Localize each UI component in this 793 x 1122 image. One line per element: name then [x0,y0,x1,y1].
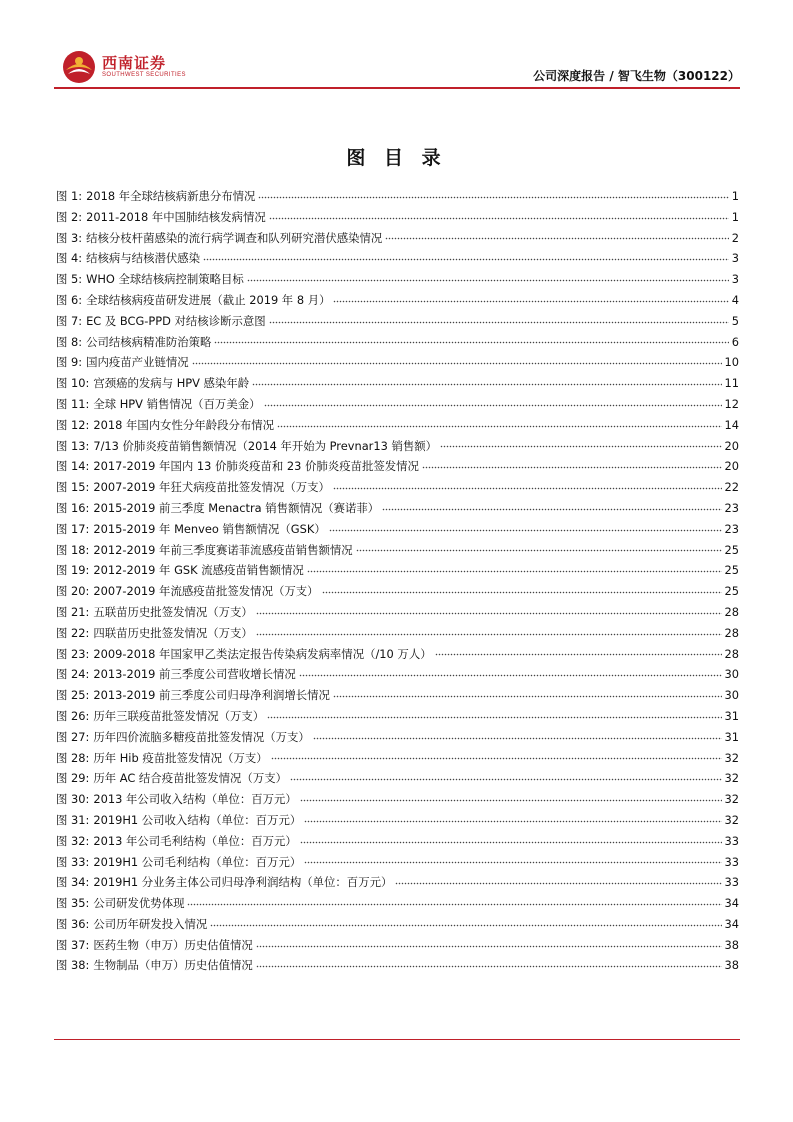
toc-entry-title: EC 及 BCG-PPD 对结核诊断示意图 [86,313,266,328]
toc-entry[interactable] [56,394,739,415]
toc-leader-dots [264,400,722,409]
toc-entry-title: 公司结核病精准防治策略 [86,334,212,349]
toc-entry[interactable] [56,706,739,727]
toc-entry[interactable] [56,955,739,976]
toc-entry-title: 2018 年国内女性分年龄段分布情况 [93,417,275,432]
toc-entry[interactable] [56,456,739,477]
toc-entry-page: 32 [724,771,739,786]
toc-entry-number: 图 13: [56,438,90,453]
toc-entry-title: 2009-2018 年国家甲乙类法定报告传染病发病率情况（/10 万人） [93,646,432,661]
toc-entry-title: 历年四价流脑多糖疫苗批签发情况（万支） [93,729,310,744]
toc-leader-dots [382,504,721,513]
toc-entry[interactable] [56,852,739,873]
toc-entry-title: 历年三联疫苗批签发情况（万支） [93,708,265,723]
toc-entry[interactable] [56,519,739,540]
toc-entry-title: 2011-2018 年中国肺结核发病情况 [86,209,266,224]
toc-entry-number: 图 27: [56,729,90,744]
toc-entry-title: 2012-2019 年前三季度赛诺菲流感疫苗销售额情况 [93,542,353,557]
toc-entry-page: 10 [724,355,739,370]
toc-entry[interactable] [56,248,739,269]
toc-entry-title: 2012-2019 年 GSK 流感疫苗销售额情况 [93,563,304,578]
toc-leader-dots [307,566,722,575]
toc-leader-dots [385,233,728,242]
toc-entry-title: 7/13 价肺炎疫苗销售额情况（2014 年开始为 Prevnar13 销售额） [93,438,438,453]
toc-entry[interactable] [56,872,739,893]
toc-entry-number: 图 5: [56,272,83,287]
toc-entry-number: 图 15: [56,480,90,495]
toc-entry[interactable] [56,560,739,581]
report-type-label: 公司深度报告 / 智飞生物（300122） [533,69,740,83]
header-divider [54,87,740,89]
toc-entry-page: 23 [724,500,739,515]
toc-entry-title: 2017-2019 年国内 13 价肺炎疫苗和 23 价肺炎疫苗批签发情况 [93,459,419,474]
toc-entry-number: 图 34: [56,875,90,890]
toc-entry-number: 图 10: [56,376,90,391]
toc-entry-number: 图 35: [56,896,90,911]
toc-leader-dots [300,837,722,846]
toc-entry-title: 医药生物（申万）历史估值情况 [93,937,253,952]
toc-entry-page: 31 [724,708,739,723]
toc-entry[interactable] [56,415,739,436]
toc-leader-dots [277,421,721,430]
toc-leader-dots [299,670,722,679]
toc-entry[interactable] [56,893,739,914]
toc-entry[interactable] [56,290,739,311]
toc-entry-title: 2019H1 公司收入结构（单位：百万元） [93,812,302,827]
toc-entry-page: 12 [724,396,739,411]
toc-entry-page: 38 [724,958,739,973]
toc-title: 图 目 录 [346,147,447,169]
toc-entry-number: 图 1: [56,189,83,203]
toc-leader-dots [440,441,721,450]
toc-entry[interactable] [56,269,739,290]
toc-entry-title: 四联苗历史批签发情况（万支） [93,625,253,640]
toc-leader-dots [313,733,722,742]
toc-entry[interactable] [56,623,739,644]
toc-entry[interactable] [56,498,739,519]
toc-entry-title: 2015-2019 年 Menveo 销售额情况（GSK） [93,521,326,536]
toc-entry[interactable] [56,207,739,228]
toc-leader-dots [435,649,722,658]
toc-entry[interactable] [56,602,739,623]
toc-leader-dots [247,275,729,284]
toc-entry-number: 图 33: [56,854,90,869]
toc-leader-dots [269,317,729,326]
toc-entry-title: 全球结核病疫苗研发进展（截止 2019 年 8 月） [86,292,331,307]
toc-entry-number: 图 25: [56,688,90,703]
toc-leader-dots [256,941,722,950]
toc-leader-dots [300,795,722,804]
toc-entry-title: 国内疫苗产业链情况 [86,355,189,370]
toc-entry-page: 25 [724,542,739,557]
toc-entry-number: 图 22: [56,625,90,640]
toc-entry-number: 图 18: [56,542,90,557]
toc-leader-dots [256,629,722,638]
toc-entry-page: 4 [731,292,739,307]
toc-entry-page: 1 [731,209,739,224]
toc-entry-number: 图 38: [56,958,90,973]
toc-entry-number: 图 16: [56,500,90,515]
toc-entry-title: 历年 Hib 疫苗批签发情况（万支） [93,750,268,765]
toc-entry-title: 公司研发优势体现 [93,896,185,911]
toc-entry-title: 2015-2019 前三季度 Menactra 销售额情况（赛诺菲） [93,500,380,515]
toc-entry-number: 图 14: [56,459,90,474]
toc-entry[interactable] [56,186,739,207]
toc-entry-number: 图 24: [56,667,90,682]
toc-entry-title: 宫颈癌的发病与 HPV 感染年龄 [93,376,250,391]
toc-leader-dots [333,296,728,305]
toc-leader-dots [256,608,722,617]
toc-entry-title: 2019H1 公司毛利结构（单位：百万元） [93,854,302,869]
toc-leader-dots [267,712,721,721]
toc-leader-dots [187,899,721,908]
toc-entry-number: 图 7: [56,313,83,328]
toc-entry[interactable] [56,540,739,561]
toc-entry-page: 25 [724,584,739,599]
toc-entry-page: 33 [724,854,739,869]
toc-entry-title: 2013 年公司收入结构（单位：百万元） [93,792,297,807]
toc-entry-title: 五联苗历史批签发情况（万支） [93,604,253,619]
toc-entry-title: 2007-2019 年狂犬病疫苗批签发情况（万支） [93,480,330,495]
toc-entry-number: 图 37: [56,937,90,952]
toc-leader-dots [333,483,722,492]
toc-entry-title: 历年 AC 结合疫苗批签发情况（万支） [93,771,287,786]
toc-entry[interactable] [56,228,739,249]
toc-entry-number: 图 12: [56,417,90,432]
toc-entry-number: 图 19: [56,563,90,578]
toc-entry[interactable] [56,664,739,685]
toc-entry-title: 2007-2019 年流感疫苗批签发情况（万支） [93,584,319,599]
toc-entry-number: 图 20: [56,584,90,599]
logo-english-name: SOUTHWEST SECURITIES [102,72,186,78]
toc-entry-page: 28 [724,604,739,619]
toc-leader-dots [258,192,728,201]
toc-entry-number: 图 26: [56,708,90,723]
toc-leader-dots [395,878,721,887]
logo-chinese-name: 西南证券 [102,54,167,72]
toc-leader-dots [304,857,721,866]
toc-leader-dots [322,587,722,596]
toc-entry[interactable] [56,935,739,956]
toc-entry-page: 5 [731,313,739,328]
toc-entry[interactable] [56,914,739,935]
toc-entry-number: 图 21: [56,604,90,619]
toc-leader-dots [214,337,728,346]
toc-leader-dots [210,920,721,929]
toc-leader-dots [290,774,722,783]
toc-entry-page: 23 [724,521,739,536]
toc-entry[interactable] [56,332,739,353]
toc-entry-number: 图 6: [56,292,83,307]
footer-divider [54,1039,740,1040]
toc-entry-title: 公司历年研发投入情况 [93,916,208,931]
toc-entry-page: 22 [724,480,739,495]
toc-entry-number: 图 23: [56,646,90,661]
toc-leader-dots [192,358,722,367]
toc-entry[interactable] [56,477,739,498]
toc-entry-title: 2013-2019 前三季度公司营收增长情况 [93,667,296,682]
toc-entry-page: 14 [724,417,739,432]
toc-entry-number: 图 28: [56,750,90,765]
toc-leader-dots [256,961,722,970]
toc-entry-page: 20 [724,459,739,474]
toc-entry-page: 3 [731,272,739,287]
toc-leader-dots [329,525,722,534]
toc-entry-number: 图 32: [56,833,90,848]
toc-entry-number: 图 2: [56,209,83,224]
toc-entry-page: 20 [724,438,739,453]
toc-entry-title: 结核病与结核潜伏感染 [86,251,201,266]
toc-entry-page: 32 [724,812,739,827]
toc-entry[interactable] [56,436,739,457]
toc-entry-title: 2013-2019 前三季度公司归母净利润增长情况 [93,688,330,703]
toc-entry-page: 25 [724,563,739,578]
toc-entry-page: 33 [724,875,739,890]
toc-entry-number: 图 36: [56,916,90,931]
toc-leader-dots [271,753,722,762]
toc-entry-title: 结核分枝杆菌感染的流行病学调查和队列研究潜伏感染情况 [86,230,383,245]
toc-entry-number: 图 4: [56,251,83,266]
toc-entry[interactable] [56,685,739,706]
toc-entry[interactable] [56,789,739,810]
toc-entry-number: 图 31: [56,812,90,827]
toc-entry[interactable] [56,831,739,852]
toc-entry[interactable] [56,581,739,602]
toc-entry-number: 图 17: [56,521,90,536]
toc-entry-number: 图 29: [56,771,90,786]
toc-leader-dots [333,691,722,700]
southwest-securities-logo-icon [62,50,96,84]
toc-entry[interactable] [56,727,739,748]
toc-entry-number: 图 3: [56,230,83,245]
toc-entry-page: 28 [724,625,739,640]
toc-entry-page: 38 [724,937,739,952]
toc-entry-page: 32 [724,792,739,807]
toc-entry-page: 34 [724,916,739,931]
page-header [54,40,740,88]
toc-entry-page: 33 [724,833,739,848]
toc-entry-page: 3 [731,251,739,266]
toc-leader-dots [269,213,729,222]
toc-entry-title: WHO 全球结核病控制策略目标 [86,272,244,287]
toc-entry-page: 1 [731,189,739,203]
toc-entry-page: 11 [724,376,739,391]
toc-entry[interactable] [56,373,739,394]
toc-entry-page: 34 [724,896,739,911]
toc-entry-page: 6 [731,334,739,349]
toc-leader-dots [304,816,721,825]
toc-entry-page: 30 [724,667,739,682]
toc-entry-page: 31 [724,729,739,744]
toc-entry-title: 生物制品（申万）历史估值情况 [93,958,253,973]
toc-leader-dots [252,379,721,388]
toc-entry-page: 2 [731,230,739,245]
figure-table-of-contents [56,186,739,976]
toc-entry-title: 2013 年公司毛利结构（单位：百万元） [93,833,297,848]
toc-entry-number: 图 11: [56,396,90,411]
toc-entry[interactable] [56,644,739,665]
toc-entry-page: 28 [724,646,739,661]
toc-entry-number: 图 9: [56,355,83,370]
toc-entry-page: 32 [724,750,739,765]
toc-entry[interactable] [56,768,739,789]
toc-entry[interactable] [56,311,739,332]
toc-entry-number: 图 30: [56,792,90,807]
toc-entry[interactable] [56,810,739,831]
toc-entry[interactable] [56,352,739,373]
toc-entry-title: 2018 年全球结核病新患分布情况 [86,189,256,203]
toc-entry[interactable] [56,748,739,769]
toc-entry-title: 2019H1 分业务主体公司归母净利润结构（单位：百万元） [93,875,393,890]
toc-leader-dots [422,462,722,471]
toc-entry-title: 全球 HPV 销售情况（百万美金） [93,396,261,411]
toc-leader-dots [356,545,722,554]
toc-leader-dots [203,254,729,263]
toc-entry-page: 30 [724,688,739,703]
toc-entry-number: 图 8: [56,334,83,349]
